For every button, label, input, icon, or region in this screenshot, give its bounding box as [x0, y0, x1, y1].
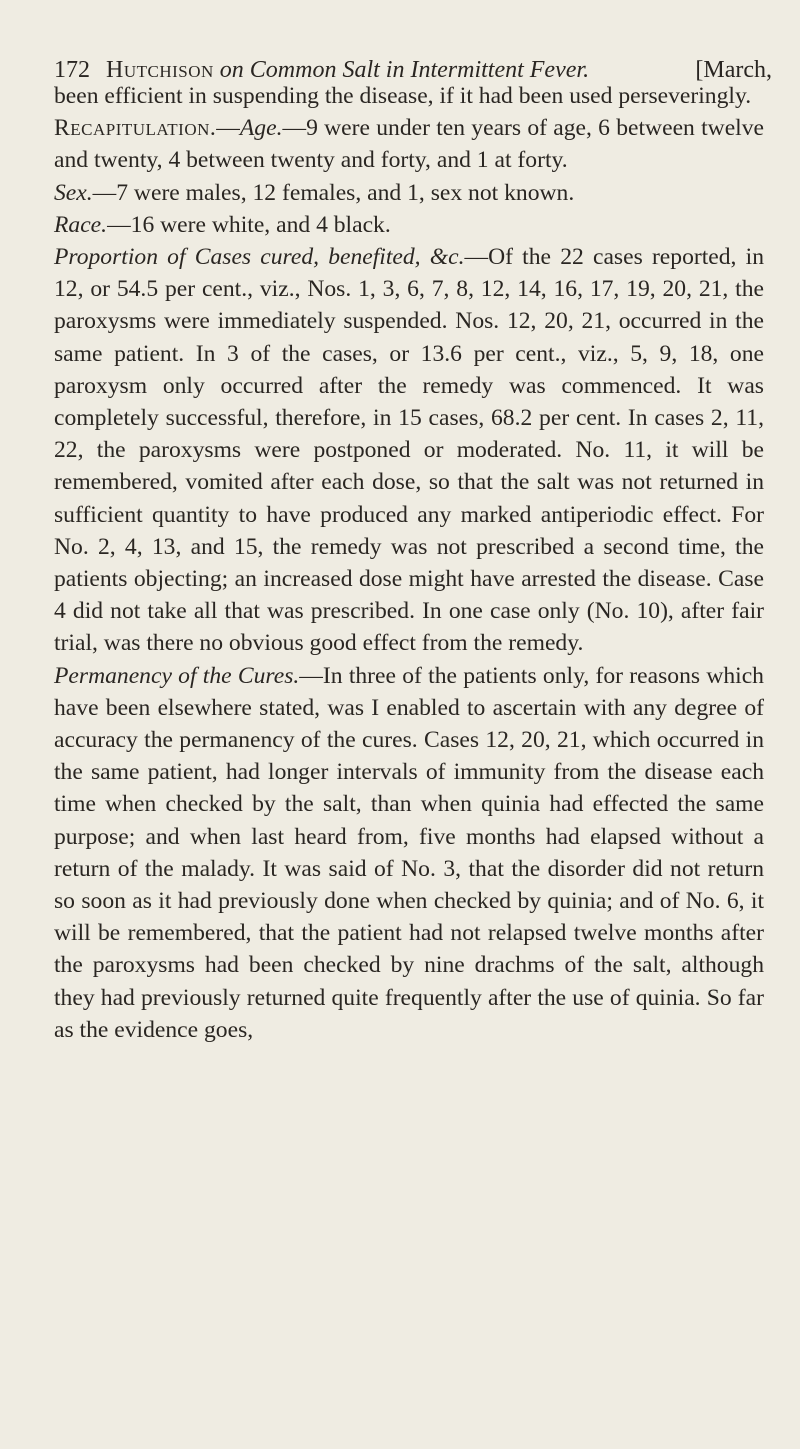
body-text	[54, 80, 764, 1046]
paragraph-3-run-0: Race.	[54, 211, 108, 238]
paragraph-2	[54, 177, 764, 209]
paragraph-2-run-1: —7 were males, 12 females, and 1, sex not known.	[92, 179, 575, 206]
paragraph-1-run-3: —9 were under ten years of age, 6 between twelve and twenty, 4 between twenty and forty, and 1 at forty.	[54, 115, 764, 174]
paragraph-3	[54, 209, 764, 241]
paragraph-4-run-0: Proportion of Cases cured, benefited, &c.	[54, 244, 465, 271]
paragraph-4	[54, 241, 764, 660]
paragraph-0-run-0: been efficient in suspending the disease, if it had been used perseveringly.	[54, 83, 752, 109]
paragraph-3-run-1: —16 were white, and 4 black.	[107, 211, 391, 238]
paragraph-1-run-2: Age.	[239, 115, 283, 142]
running-title-author: Hutchison	[106, 57, 214, 83]
paragraph-5-run-0: Permanency of the Cures.	[54, 662, 300, 689]
paragraph-5-run-1: —In three of the patients only, for reasons which have been elsewhere stated, was I enabled to ascertain with any degree of accuracy the permanency of the cures. Cases 12, 20, 21, which occurred in the same patient, had longer intervals of immunity from the disease each time when checked by the salt, than when quinia had effected the same purpose; and when last heard from, five months had elapsed without a return of the malady. It was said of No. 3, that the disorder did not return so soon as it had previously done when checked by quinia; and of No. 6, it will be remembered, that the patient had not relapsed twelve months after the paroxysms had been checked by nine drachms of the salt, although they had previously returned quite frequently after the use of quinia. So far as the evidence goes,	[54, 662, 764, 1043]
running-title-subject: Common Salt in Intermittent Fever.	[249, 57, 590, 83]
paragraph-2-run-0: Sex.	[54, 179, 93, 206]
paragraph-4-run-1: —Of the 22 cases reported, in 12, or 54.5 per cent., viz., Nos. 1, 3, 6, 7, 8, 12, 14, 16, 17, 19, 20, 21, the paroxysms were immediately suspended. Nos. 12, 20, 21, occurred in the same patient. In 3 of the cases, or 13.6 per cent., viz., 5, 9, 18, one paroxysm only occurred after the remedy was commenced. It was completely successful, therefore, in 15 cases, 68.2 per cent. In cases 2, 11, 22, the paroxysms were postponed or moderated. No. 11, it will be remembered, vomited after each dose, so that the salt was not returned in sufficient quantity to have produced any marked antiperiodic effect. For No. 2, 4, 13, and 15, the remedy was not prescribed a second time, the patients objecting; an increased dose might have arrested the disease. Case 4 did not take all that was prescribed. In one case only (No. 10), after fair trial, was there no obvious good effect from the remedy.	[54, 244, 764, 657]
running-header-month: [March,	[695, 57, 772, 83]
paragraph-1-run-0: Recapitulation.	[54, 115, 217, 142]
running-title-connector: on	[219, 57, 244, 83]
paragraph-1-run-1: —	[216, 115, 240, 142]
paragraph-0	[54, 80, 764, 112]
page-number: 172	[54, 57, 90, 83]
paragraph-5	[54, 660, 764, 1046]
paragraph-1	[54, 112, 764, 176]
